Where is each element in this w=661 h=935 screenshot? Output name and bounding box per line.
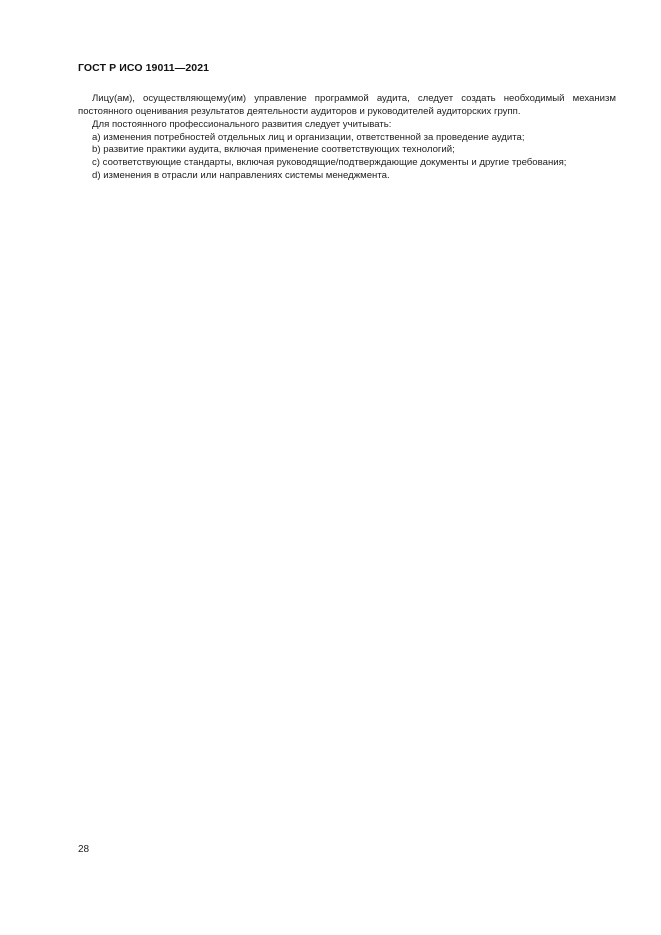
list-marker: c) bbox=[92, 156, 100, 168]
list-marker: a) bbox=[92, 131, 101, 143]
list-item-b bbox=[78, 144, 616, 157]
list-item-d bbox=[78, 170, 616, 183]
list-item-c bbox=[78, 157, 616, 170]
page-number: 28 bbox=[78, 844, 90, 855]
list-item-text: развитие практики аудита, включая применение соответствующих технологий; bbox=[103, 144, 455, 156]
document-body bbox=[78, 93, 616, 182]
list-item-text: соответствующие стандарты, включая руководящие/подтверждающие документы и другие требования; bbox=[102, 156, 567, 168]
list-item-text: изменения в отрасли или направлениях системы менеджмента. bbox=[103, 169, 390, 181]
paragraph-audit-programme-management: Лицу(ам), осуществляющему(им) управление программой аудита, следует создать необходимый механизм постоянного оценивания результатов деятельности аудиторов и руководителей аудиторских групп. bbox=[78, 93, 616, 117]
paragraph-professional-development: Для постоянного профессионального развития следует учитывать: bbox=[92, 119, 392, 131]
list-item-a bbox=[78, 132, 616, 145]
list-marker: d) bbox=[92, 169, 101, 181]
list-marker: b) bbox=[92, 144, 101, 156]
list-item-text: изменения потребностей отдельных лиц и организации, ответственной за проведение аудита; bbox=[103, 131, 525, 143]
page-header-standard-code: ГОСТ Р ИСО 19011—2021 bbox=[78, 62, 210, 74]
